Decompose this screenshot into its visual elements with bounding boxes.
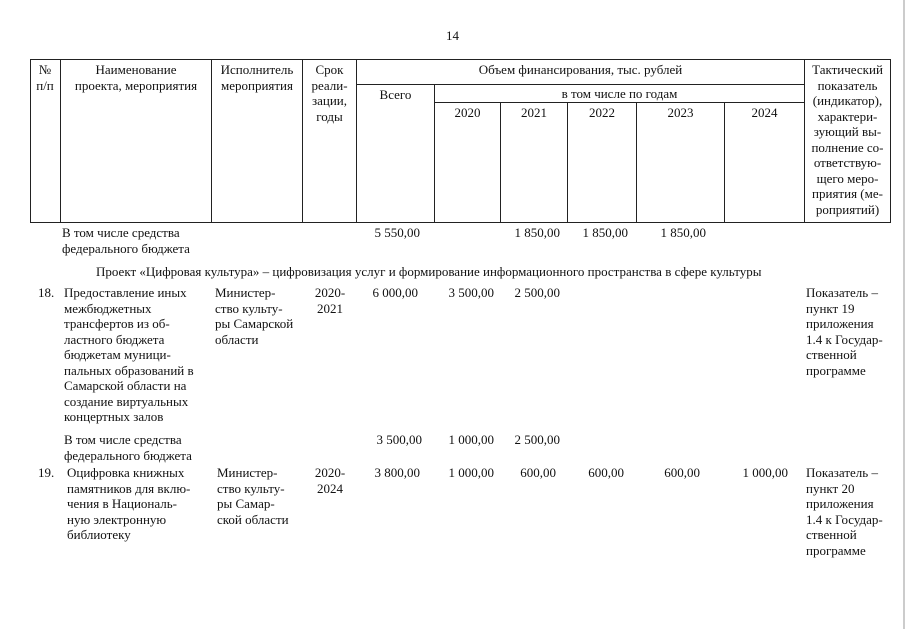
header-indicator: Тактический показатель (индикатор), характери- зующий вы- полнение со- ответствую- щего меро- приятия (ме- роприятий) <box>811 62 884 217</box>
row-term: 2020- 2021 <box>314 285 346 316</box>
row-label: В том числе средства федерального бюджета <box>62 225 190 256</box>
header-term: Срок реали- зации, годы <box>311 62 348 124</box>
row-indicator: Показатель – пункт 19 приложения 1.4 к Государ- ственной программе <box>806 285 883 378</box>
row-label: В том числе средства федерального бюджета <box>64 432 192 463</box>
header-year-2020: 2020 <box>454 105 481 120</box>
header-name: Наименование проекта, мероприятия <box>74 62 198 93</box>
header-year-2023: 2023 <box>667 105 694 120</box>
cell-2020: 1 000,00 <box>448 432 494 447</box>
page-number: 14 <box>446 28 459 43</box>
header-executor: Исполнитель мероприятия <box>220 62 294 93</box>
cell-2021: 1 850,00 <box>514 225 560 240</box>
row-name: Оцифровка книжных памятников для вклю- чения в Националь- ную электронную библиотеку <box>67 465 191 542</box>
cell-2020: 3 500,00 <box>448 285 494 300</box>
row-number: 19. <box>38 465 55 480</box>
cell-2022: 600,00 <box>588 465 624 480</box>
header-num: № п/п <box>36 62 54 93</box>
cell-2023: 600,00 <box>664 465 700 480</box>
row-executor: Министер- ство культу- ры Самар- ской области <box>217 465 289 527</box>
cell-total: 5 550,00 <box>374 225 420 240</box>
cell-2021: 2 500,00 <box>514 285 560 300</box>
row-term: 2020- 2024 <box>314 465 346 496</box>
cell-total: 3 800,00 <box>374 465 420 480</box>
cell-2022: 1 850,00 <box>582 225 628 240</box>
cell-2023: 1 850,00 <box>660 225 706 240</box>
header-funding: Объем финансирования, тыс. рублей <box>478 62 683 77</box>
row-number: 18. <box>38 285 55 300</box>
cell-2020: 1 000,00 <box>448 465 494 480</box>
cell-2021: 600,00 <box>520 465 556 480</box>
cell-total: 6 000,00 <box>372 285 418 300</box>
section-title: Проект «Цифровая культура» – цифровизация услуг и формирование информационного пространства в сфере культуры <box>96 264 762 279</box>
header-total: Всего <box>379 87 412 102</box>
row-executor: Министер- ство культу- ры Самарской области <box>215 285 294 347</box>
header-year-2024: 2024 <box>751 105 778 120</box>
header-year-2021: 2021 <box>521 105 547 120</box>
cell-2024: 1 000,00 <box>742 465 788 480</box>
row-indicator: Показатель – пункт 20 приложения 1.4 к Государ- ственной программе <box>806 465 883 558</box>
cell-total: 3 500,00 <box>376 432 422 447</box>
cell-2021: 2 500,00 <box>514 432 560 447</box>
header-by-years: в том числе по годам <box>561 86 678 101</box>
row-name: Предоставление иных межбюджетных трансфертов из об- ластного бюджета бюджетам муници- пальных образований в Самарской области на создание виртуальных концертных залов <box>64 285 194 424</box>
header-year-2022: 2022 <box>589 105 615 120</box>
